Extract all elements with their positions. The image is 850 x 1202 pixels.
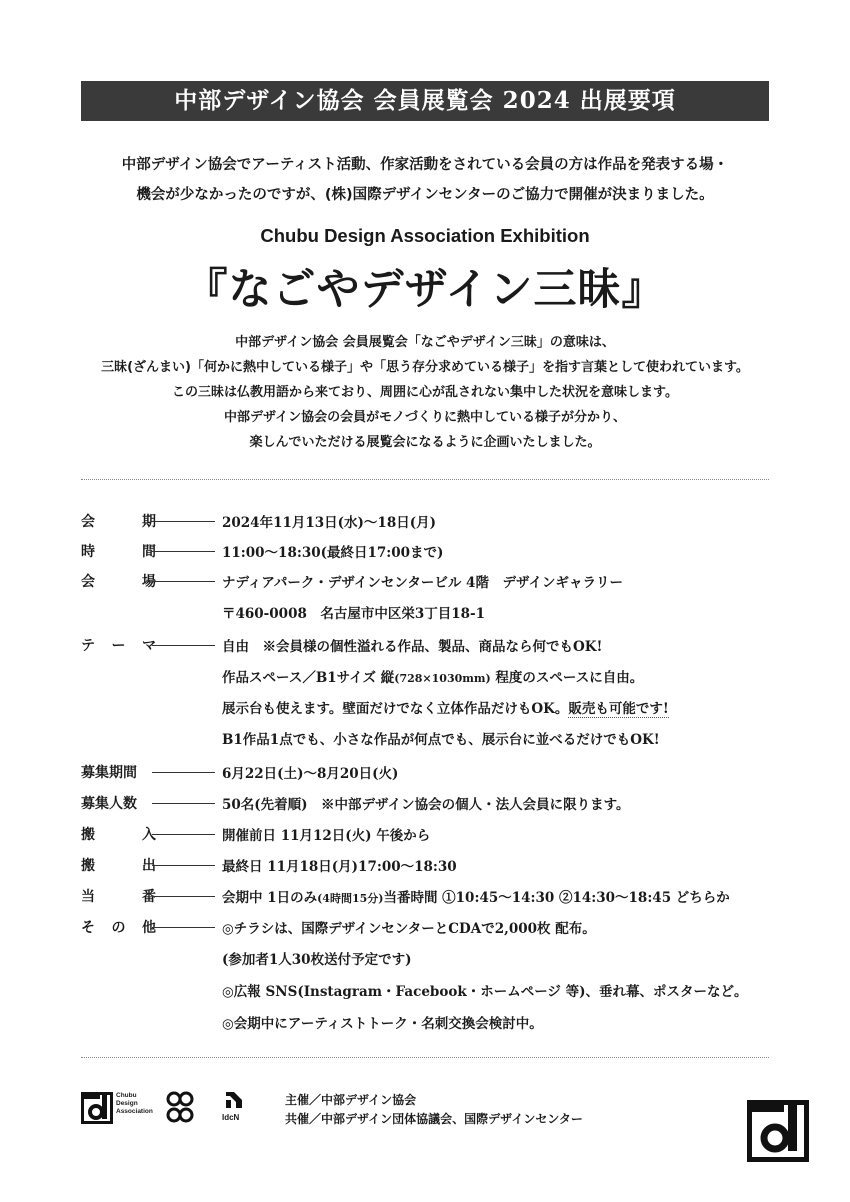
- theme-line-2: 作品スペース／B1サイズ 縦(728×1030mm) 程度のスペースに自由。: [222, 670, 644, 686]
- idcn-mark-icon: [222, 1090, 246, 1112]
- description-line-3: この三昧は仏教用語から来ており、周囲に心が乱されない集中した状況を意味します。: [172, 385, 678, 400]
- period-value: 2024年11月13日(水)～18日(月): [222, 515, 436, 531]
- venue-address: 〒460-0008 名古屋市中区栄3丁目18-1: [222, 606, 486, 622]
- carry-in-label: 搬 入: [81, 827, 156, 843]
- carry-out-leader: [152, 865, 215, 866]
- intro-line-2: 機会が少なかったのですが、(株)国際デザインセンターのご協力で開催が決まりました。: [136, 187, 714, 203]
- other-line-1: ◎チラシは、国際デザインセンターとCDAで2,000枚 配布。: [222, 921, 596, 937]
- period-label: 会 期: [81, 514, 156, 530]
- recruit-period-leader: [152, 772, 215, 773]
- recruit-count-label: 募集人数: [81, 796, 137, 812]
- description-line-4: 中部デザイン協会の会員がモノづくりに熱中している様子が分かり、: [224, 410, 626, 425]
- theme-line-1: 自由 ※会員様の個性溢れる作品、製品、商品なら何でもOK!: [222, 639, 603, 655]
- recruit-count-value: 50名(先着順) ※中部デザイン協会の個人・法人会員に限ります。: [222, 797, 630, 813]
- exhibition-title: 『なごやデザイン三昧』: [184, 265, 666, 315]
- cda-logo-text: Chubu Design Association: [116, 1092, 153, 1115]
- theme-line-4: B1作品1点でも、小さな作品が何点でも、展示台に並べるだけでもOK!: [222, 732, 660, 748]
- duty-label: 当 番: [81, 889, 156, 905]
- carry-out-value: 最終日 11月18日(月)17:00～18:30: [222, 859, 457, 875]
- venue-label: 会 場: [81, 574, 156, 590]
- description-line-2: 三昧(ざんまい)「何かに熱中している様子」や「思う存分求めている様子」を指す言葉として使われています。: [101, 360, 749, 375]
- divider-bottom: [81, 1057, 769, 1058]
- cda-large-logo-icon: [747, 1100, 809, 1162]
- other-line-3: ◎広報 SNS(Instagram・Facebook・ホームページ 等)、垂れ幕、ポスターなど。: [222, 984, 748, 1000]
- recruit-period-value: 6月22日(土)～8月20日(火): [222, 766, 399, 782]
- english-title: Chubu Design Association Exhibition: [260, 225, 590, 246]
- other-leader: [152, 927, 215, 928]
- theme-leader: [152, 645, 215, 646]
- time-leader: [152, 551, 215, 552]
- other-line-4: ◎会期中にアーティストトーク・名刺交換会検討中。: [222, 1016, 543, 1032]
- intro-line-1: 中部デザイン協会でアーティスト活動、作家活動をされている会員の方は作品を発表する場・: [121, 157, 729, 173]
- theme-line-3: 展示台も使えます。壁面だけでなく立体作品だけもOK。販売も可能です!: [222, 701, 669, 717]
- duty-leader: [152, 896, 215, 897]
- cda-logo-icon: [81, 1092, 113, 1124]
- organizer: 主催／中部デザイン協会: [285, 1093, 417, 1107]
- cdo-emblem-icon: [165, 1090, 195, 1124]
- period-leader: [152, 521, 215, 522]
- other-label: そ の 他: [81, 920, 156, 936]
- venue-leader: [152, 581, 215, 582]
- duty-value: 会期中 1日のみ(4時間15分)当番時間 ①10:45～14:30 ②14:30～18:45 どちらか: [222, 890, 730, 906]
- recruit-period-label: 募集期間: [81, 765, 137, 781]
- idcn-logo-text: IdcN: [222, 1113, 240, 1122]
- co-organizer: 共催／中部デザイン団体協議会、国際デザインセンター: [285, 1112, 583, 1126]
- carry-out-label: 搬 出: [81, 858, 156, 874]
- time-label: 時 間: [81, 544, 156, 560]
- other-line-2: (参加者1人30枚送付予定です): [222, 952, 412, 968]
- time-value: 11:00～18:30(最終日17:00まで): [222, 545, 444, 561]
- description-line-1: 中部デザイン協会 会員展覧会「なごやデザイン三昧」の意味は、: [235, 335, 615, 350]
- recruit-count-leader: [152, 803, 215, 804]
- venue-value: ナディアパーク・デザインセンタービル 4階 デザインギャラリー: [222, 575, 624, 591]
- theme-label: テ ー マ: [81, 638, 156, 654]
- carry-in-value: 開催前日 11月12日(火) 午後から: [222, 828, 431, 844]
- description-line-5: 楽しんでいただける展覧会になるように企画いたしました。: [249, 435, 601, 450]
- carry-in-leader: [152, 834, 215, 835]
- page-title: 中部デザイン協会 会員展覧会 2024 出展要項: [81, 81, 769, 121]
- divider-top: [81, 479, 769, 480]
